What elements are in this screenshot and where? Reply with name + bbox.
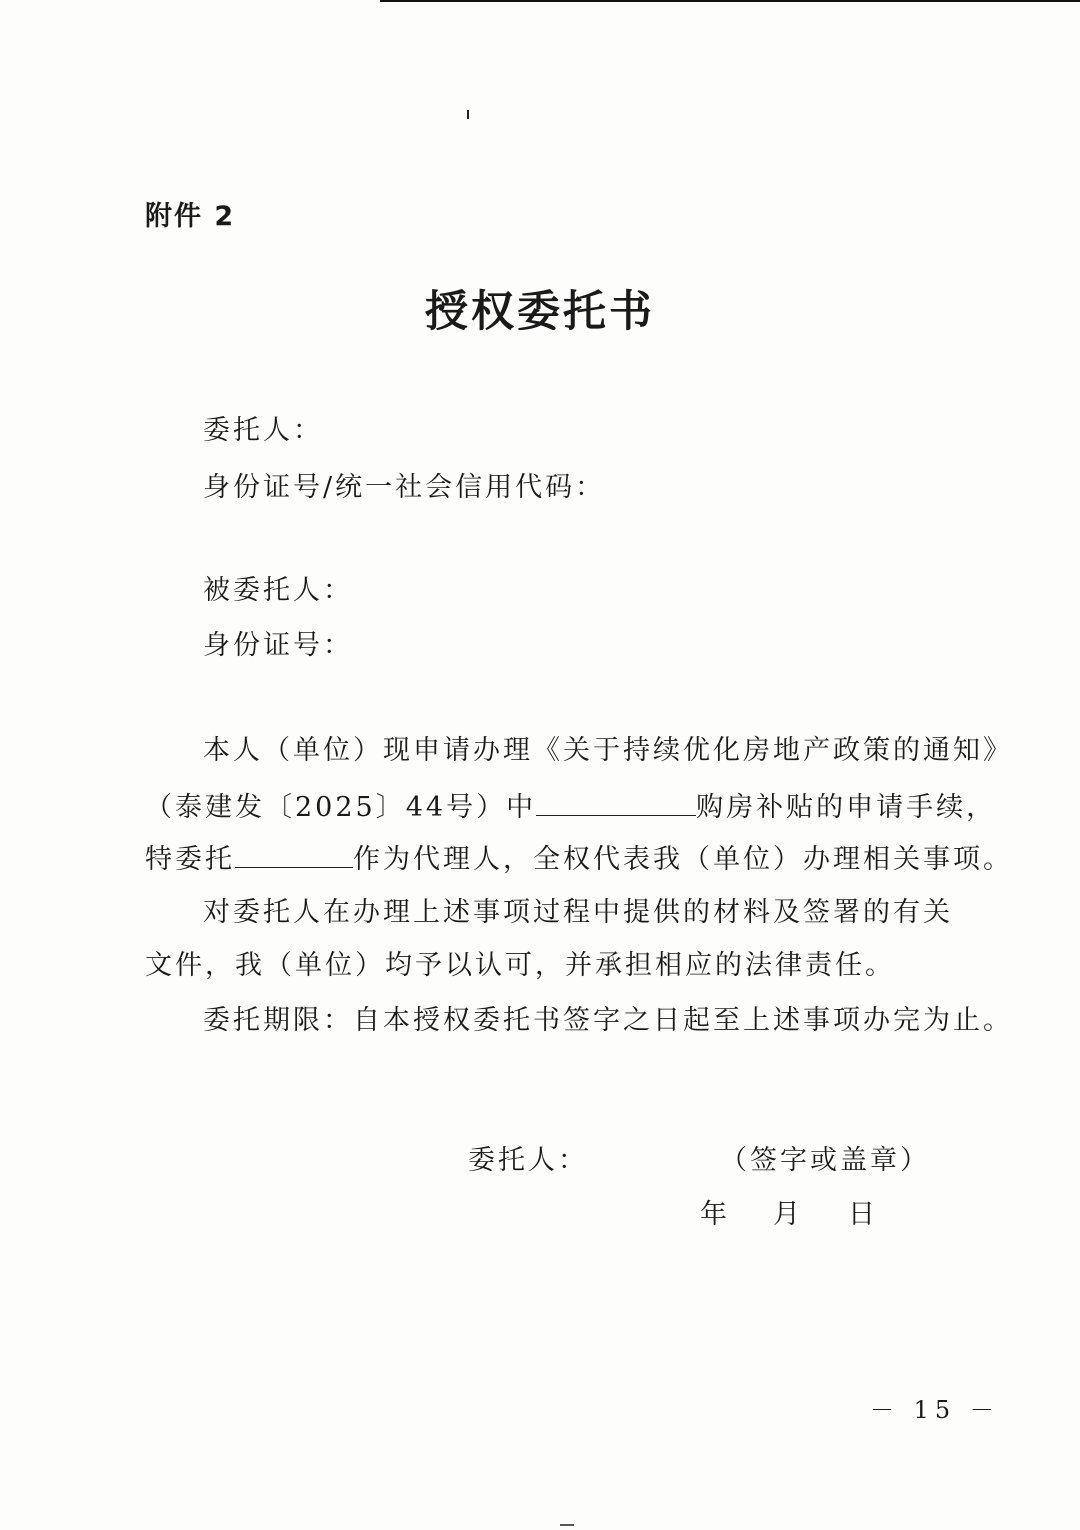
page-number: － 15 －: [870, 1396, 1000, 1424]
line-2-text-before: （泰建发〔2025〕44号）中: [145, 792, 537, 823]
principal-name-label: 委托人：: [203, 415, 323, 446]
body-paragraph-2-line-1: 对委托人在办理上述事项过程中提供的材料及签署的有关: [203, 897, 953, 928]
agent-name-blank: [235, 841, 353, 868]
principal-id-label: 身份证号/统一社会信用代码：: [203, 472, 606, 503]
agent-id-label: 身份证号：: [203, 630, 353, 661]
signature-sign-or-seal: （签字或盖章）: [720, 1145, 930, 1176]
body-paragraph-2-line-2: 文件，我（单位）均予以认可，并承担相应的法律责任。: [145, 950, 895, 981]
date-year: 年: [700, 1199, 730, 1230]
document-title: 授权委托书: [425, 287, 655, 337]
line-2-text-after: 购房补贴的申请手续，: [696, 792, 997, 823]
body-paragraph-1-line-2: [145, 785, 996, 824]
signature-principal-label: 委托人：: [468, 1145, 588, 1176]
scan-speck: [467, 110, 469, 119]
attachment-label: 附件 2: [145, 201, 236, 232]
agent-name-label: 被委托人：: [203, 575, 353, 606]
subsidy-type-blank: [536, 789, 696, 816]
date-month: 月: [773, 1199, 803, 1230]
scan-speck-bottom: [560, 1524, 574, 1526]
line-3-text-after: 作为代理人，全权代表我（单位）办理相关事项。: [353, 844, 1013, 875]
scan-edge-line: [380, 0, 1080, 2]
body-paragraph-1-line-3: [145, 837, 1013, 876]
line-3-text-before: 特委托: [145, 844, 235, 875]
body-paragraph-1-line-1: 本人（单位）现申请办理《关于持续优化房地产政策的通知》: [203, 735, 1013, 766]
date-day: 日: [848, 1199, 878, 1230]
body-paragraph-3-line-1: 委托期限：自本授权委托书签字之日起至上述事项办完为止。: [203, 1005, 1013, 1036]
